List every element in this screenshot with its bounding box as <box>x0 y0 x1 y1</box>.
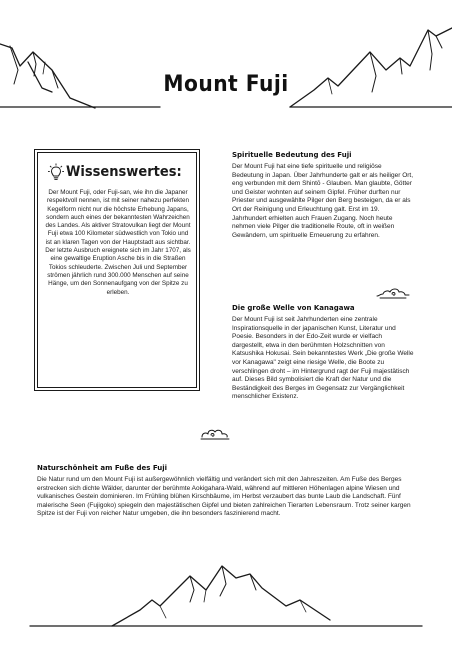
mountain-illustration-icon <box>0 556 452 648</box>
paragraph-wave: Der Mount Fuji ist seit Jahrhunderten eine zentrale Inspirationsquelle in der japanischen Kunst, Literatur und Poesie. Besonders in der Edo-Zeit wurde er vielfach dargestellt, etwa in den berühmten Holzschnitten von Katsushika Hokusai. Sein bekanntestes Werk „Die große Welle vor Kanagawa" zeigt eine riesige Welle, die Boote zu verschlingen droht – im Hintergrund ragt der Fuji majestätisch auf. Dieses Bild symbolisiert die Kraft der Natur und die Beständigkeit des Berges im Gegensatz zur Vergänglichkeit menschlicher Existenz. <box>232 316 414 401</box>
mountain-illustration-icon <box>0 0 160 115</box>
cloud-swirl-icon <box>376 286 410 300</box>
paragraph-spiritual: Der Mount Fuji hat eine tiefe spirituelle und religiöse Bedeutung in Japan. Über Jahrhunderte galt er als heiliger Ort, eng verbunden mit dem Shintō - Glauben. Man glaubte, Götter und Geister wohnten auf seinem Gipfel. Früher durften nur Priester und ausgewählte Pilger den Berg besteigen, da er als Ort der Reinigung und Erleuchtung galt. Erst im 19. Jahrhundert erhielten auch Frauen Zugang. Noch heute nehmen viele Pilger die traditionelle Route, oft in weißen Gewändern, um spirituelle Erneuerung zu erfahren. <box>232 163 414 239</box>
cloud-swirl-icon <box>200 426 230 440</box>
heading-nature: Naturschönheit am Fuße des Fuji <box>37 464 168 472</box>
lightbulb-icon <box>48 163 64 181</box>
mountain-illustration-icon <box>290 0 452 115</box>
heading-wave: Die große Welle von Kanagawa <box>232 304 355 312</box>
facts-box-text: Der Mount Fuji, oder Fuji-san, wie ihn die Japaner respektvoll nennen, ist mit seiner nahezu perfekten Kegelform nicht nur die höchste Erhebung Japans, sondern auch eines der bekanntesten Wahrzeichen des Landes. Als aktiver Stratovulkan liegt der Mount Fuji etwa 100 Kilometer südwestlich von Tokio und ist an klaren Tagen von der Hauptstadt aus sichtbar. Der letzte Ausbruch ereignete sich im Jahr 1707, als eine gewaltige Eruption Asche bis in die Straßen Tokios schleuderte. Zwischen Juli und September strömen jährlich rund 300.000 Menschen auf seine Hänge, um den Sonnenaufgang von der Spitze zu erleben. <box>45 189 191 296</box>
facts-box-title: Wissenswertes: <box>66 164 182 180</box>
page-title: Mount Fuji <box>163 72 289 97</box>
facts-box <box>37 152 197 388</box>
paragraph-nature: Die Natur rund um den Mount Fuji ist außergewöhnlich vielfältig und verändert sich mit den Jahreszeiten. Am Fuße des Berges erstrecken sich dichte Wälder, darunter der berühmte Aokigahara-Wald, während auf mittleren Höhenlagen alpine Wiesen und vulkanisches Gestein dominieren. Im Frühling blühen Kirschbäume, im Herbst verzaubert das bunte Laub die Landschaft. Fünf malerische Seen (Fujigoko) spiegeln den majestätischen Gipfel und bieten zahlreichen Tierarten Lebensraum. Trotz seiner kargen Spitze ist der Fuji von reicher Natur umgeben, die ihn besonders faszinierend macht. <box>37 476 411 518</box>
heading-spiritual: Spirituelle Bedeutung des Fuji <box>232 151 352 159</box>
facts-box-header <box>48 163 195 181</box>
